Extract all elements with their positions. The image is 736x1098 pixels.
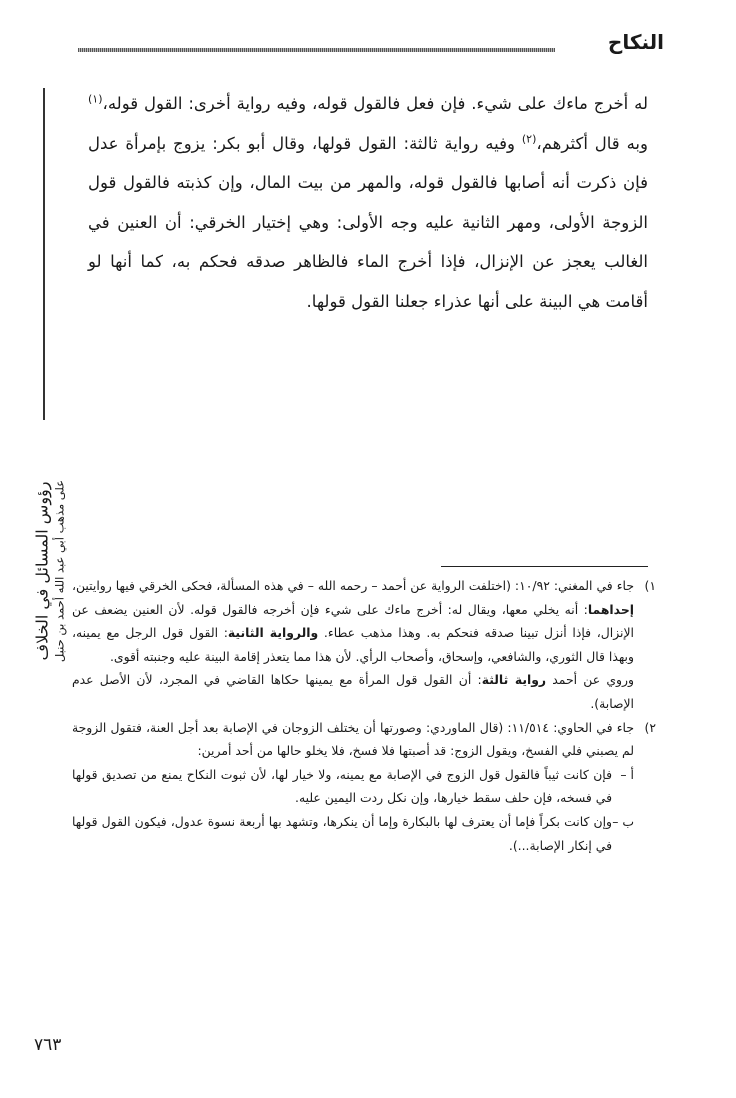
- footnote-1-bold-d: والرواية الثانية: [227, 625, 319, 641]
- footnote-2: [72, 716, 656, 858]
- main-body-text: [88, 84, 648, 321]
- footnote-1-text-2c: : أن القول قول المرأة مع يمينها حكاها القاضي في المجرد، لأن الأصل عدم الإصابة).: [72, 672, 634, 711]
- footnote-2-item-b: [72, 810, 634, 857]
- footnote-ref-2[interactable]: (٢): [521, 132, 537, 145]
- footnote-2-item-a: [72, 763, 634, 810]
- footnote-1: [72, 574, 656, 716]
- footnote-1-paragraph-1: [72, 574, 634, 668]
- body-segment-1: له أخرج ماءك على شيء. فإن فعل فالقول قوله، وفيه رواية أخرى: القول قوله،: [102, 94, 648, 113]
- footnote-ref-1[interactable]: (١): [88, 92, 103, 106]
- page-number: ٧٦٣: [34, 1035, 62, 1055]
- footnote-1-bold-2b: رواية ثالثة: [481, 672, 547, 688]
- footnote-1-text-c: : أنه يخلي معها، ويقال له: أخرج ماءك على شيء فإن أخرجه فالقول قوله. لأن العنين يضعف عن الإنزال، فإذا أنزل تبينا صدقه فنحكم به. وهذا مذهب عطاء.: [72, 601, 634, 641]
- body-segment-2: وبه قال أكثرهم،: [536, 133, 648, 153]
- footnote-2-number: ٢): [644, 719, 656, 735]
- page-header-title: النكاح: [607, 30, 664, 54]
- footnote-2-item-b-text: وإن كانت بكراً فإما أن يعترف لها بالبكارة وإما أن ينكرها، وتشهد بها أربعة نسوة عدول، فيكون القول قولها في إنكار الإصابة...).: [72, 813, 612, 853]
- footnote-1-paragraph-2: [72, 668, 634, 715]
- side-running-title: [20, 440, 80, 702]
- side-title-sub: على مذهب أبي عبد الله أحمد بن حنبل: [52, 479, 67, 663]
- footnote-2-item-a-letter: أ –: [620, 766, 634, 782]
- footnote-1-text-a: جاء في المغني: ١٠/٩٢: (اختلفت الرواية عن أحمد – رحمه الله – في هذه المسألة، فحكى الخرقي فيها روايتين،: [72, 578, 634, 593]
- footnote-1-text-e: : القول قول الرجل مع يمينه، وبهذا قال الثوري، والشافعي، وإسحاق، وأصحاب الرأي. لأن هذا مما يتعذر إقامة البينة عليه وجنبته أقوى.: [72, 625, 634, 664]
- header-rule: [78, 48, 555, 52]
- side-title-main: رؤوس المسائل في الخلاف: [32, 481, 52, 661]
- footnote-2-item-b-letter: ب –: [612, 813, 634, 829]
- footnote-1-text-2a: وروي عن أحمد: [546, 672, 635, 688]
- footnote-2-item-a-text: فإن كانت ثيباً فالقول قول الزوج في الإصابة مع يمينه، ولا خيار لها، لأن ثبوت النكاح يمنع من تصديق قولها في فسخه، فإن حلف سقط خيارها، وإن نكل ردت اليمين عليه.: [72, 766, 612, 806]
- footnote-1-bold-a: إحداهما: [587, 601, 634, 617]
- footnote-separator: [441, 566, 648, 567]
- body-segment-3: وفيه رواية ثالثة: القول قولها، وقال أبو بكر: يزوج بإمرأة عدل فإن ذكرت أنه أصابها فالقول قوله، والمهر من بيت المال، وإن كذبته فالقول قول الزوجة الأولى، ومهر الثانية عليه وجه الأولى: وهي إختيار الخرقي: أن العنين في الغالب يعجز عن الإنزال، فإذا أخرج الماء فالظاهر صدقه فحكم به، كما أنها لو أقامت هي البينة على أنها عذراء جعلنا القول قولها.: [88, 133, 648, 311]
- footnote-2-intro: جاء في الحاوي: ١١/٥١٤: (قال الماوردي: وصورتها أن يختلف الزوجان في الإصابة بعد أجل العنة، فتقول الزوجة لم يصبني فلي الفسخ، ويقول الزوج: قد أصبتها فلا فسخ، فلا يخلو حالها من أحد أمرين:: [72, 719, 634, 759]
- body-paragraph: [88, 84, 648, 321]
- footnote-1-number: ١): [644, 578, 656, 593]
- footnotes: [72, 574, 656, 857]
- side-rule: [43, 88, 45, 420]
